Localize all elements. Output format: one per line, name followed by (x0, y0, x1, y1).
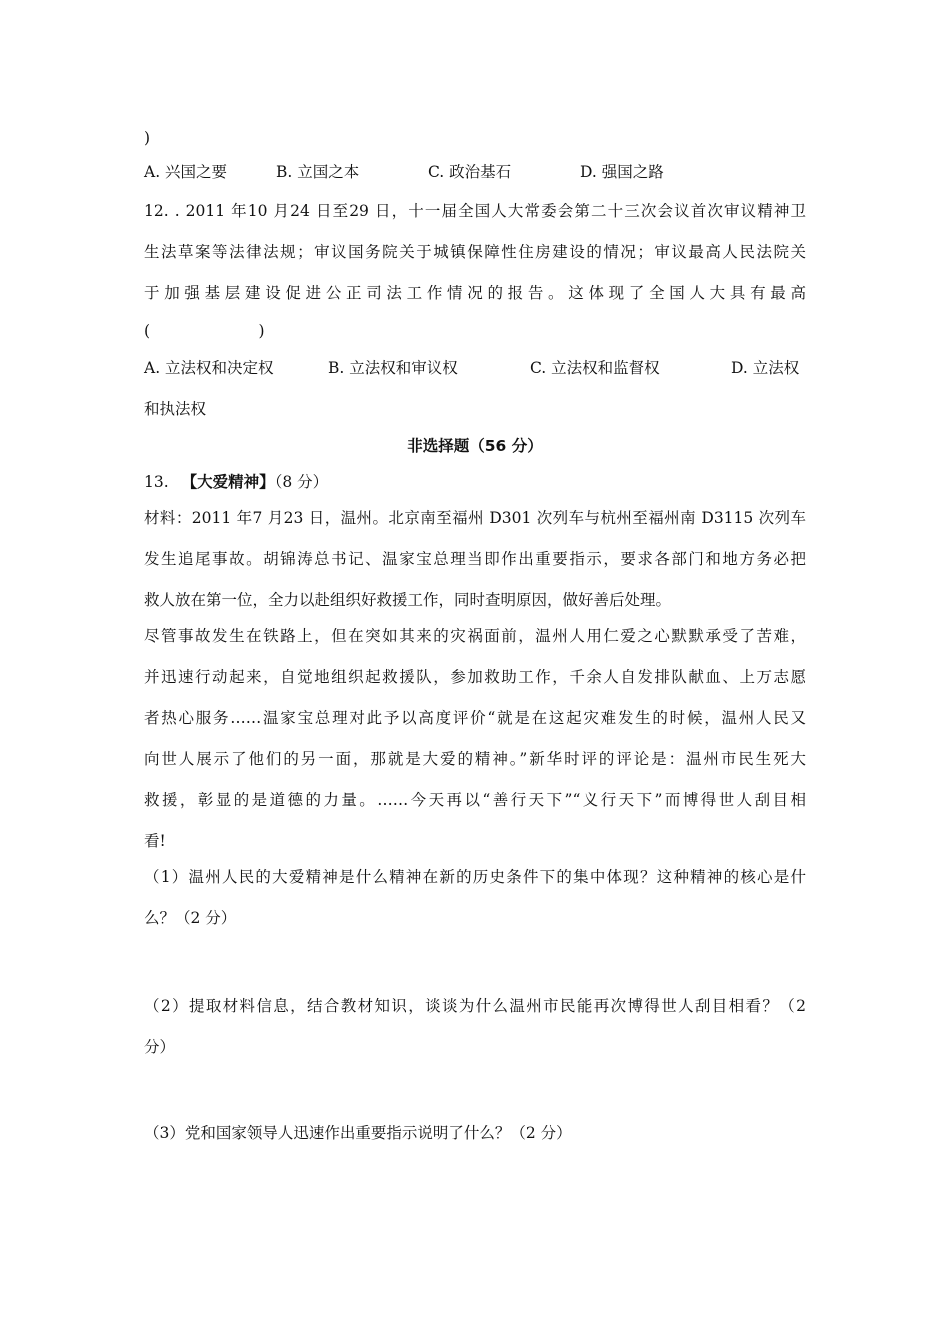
q13-heading (144, 472, 328, 492)
q13-material-line: 向世人展示了他们的另一面，那就是大爱的精神。”新华时评的评论是：温州市民生死大 (144, 750, 806, 768)
q12-answer-blank: ( ) (144, 322, 265, 340)
q11-option-a: A. 兴国之要 (144, 163, 228, 181)
q11-option-d: D. 强国之路 (580, 163, 664, 181)
section-title: 非选择题（56 分） (407, 437, 543, 455)
q12-option-c: C. 立法权和监督权 (530, 359, 660, 377)
q13-material-line: 救人放在第一位，全力以赴组织好救援工作，同时查明原因，做好善后处理。 (144, 591, 672, 609)
q12-option-d: D. 立法权 (731, 359, 800, 377)
q12-line-3: 于加强基层建设促进公正司法工作情况的报告。这体现了全国人大具有最高 (144, 284, 806, 302)
q13-material-line: 看! (144, 832, 166, 850)
q13-material-line: 救援，彰显的是道德的力量。……今天再以“善行天下”“义行天下”而博得世人刮目相 (144, 791, 806, 809)
q13-sub3-line: （3）党和国家领导人迅速作出重要指示说明了什么？（2 分） (144, 1124, 572, 1142)
q13-material-line: 材料：2011 年7 月23 日，温州。北京南至福州 D301 次列车与杭州至福州南 D3115 次列车 (144, 509, 806, 527)
q13-material-line: 者热心服务……温家宝总理对此予以高度评价“就是在这起灾难发生的时候，温州人民又 (144, 709, 806, 727)
q13-sub1-line: 么？（2 分） (144, 909, 237, 927)
q12-option-d-continuation: 和执法权 (144, 400, 207, 418)
q11-option-b: B. 立国之本 (276, 163, 360, 181)
q12-line-1: 12. . 2011 年10 月24 日至29 日，十一届全国人大常委会第二十三次会议首次审议精神卫 (144, 202, 806, 220)
q13-material-line: 并迅速行动起来，自觉地组织起救援队，参加救助工作，千余人自发排队献血、上万志愿 (144, 668, 806, 686)
q13-score: （8 分） (274, 473, 329, 491)
q13-material-line: 发生追尾事故。胡锦涛总书记、温家宝总理当即作出重要指示，要求各部门和地方务必把 (144, 550, 806, 568)
q11-paren-close: ) (144, 129, 151, 147)
q13-number: 13. (144, 473, 169, 491)
q11-option-c: C. 政治基石 (428, 163, 512, 181)
q12-option-b: B. 立法权和审议权 (328, 359, 458, 377)
q12-option-a: A. 立法权和决定权 (144, 359, 274, 377)
q13-sub2-line: 分） (144, 1038, 176, 1056)
q13-sub1-line: （1）温州人民的大爱精神是什么精神在新的历史条件下的集中体现？这种精神的核心是什 (144, 868, 806, 886)
q13-material-line: 尽管事故发生在铁路上，但在突如其来的灾祸面前，温州人用仁爱之心默默承受了苦难， (144, 627, 806, 645)
q12-line-2: 生法草案等法律法规；审议国务院关于城镇保障性住房建设的情况；审议最高人民法院关 (144, 243, 806, 261)
q13-sub2-line: （2）提取材料信息，结合教材知识，谈谈为什么温州市民能再次博得世人刮目相看？（2 (144, 997, 806, 1015)
q13-topic: 【大爱精神】 (181, 473, 275, 491)
